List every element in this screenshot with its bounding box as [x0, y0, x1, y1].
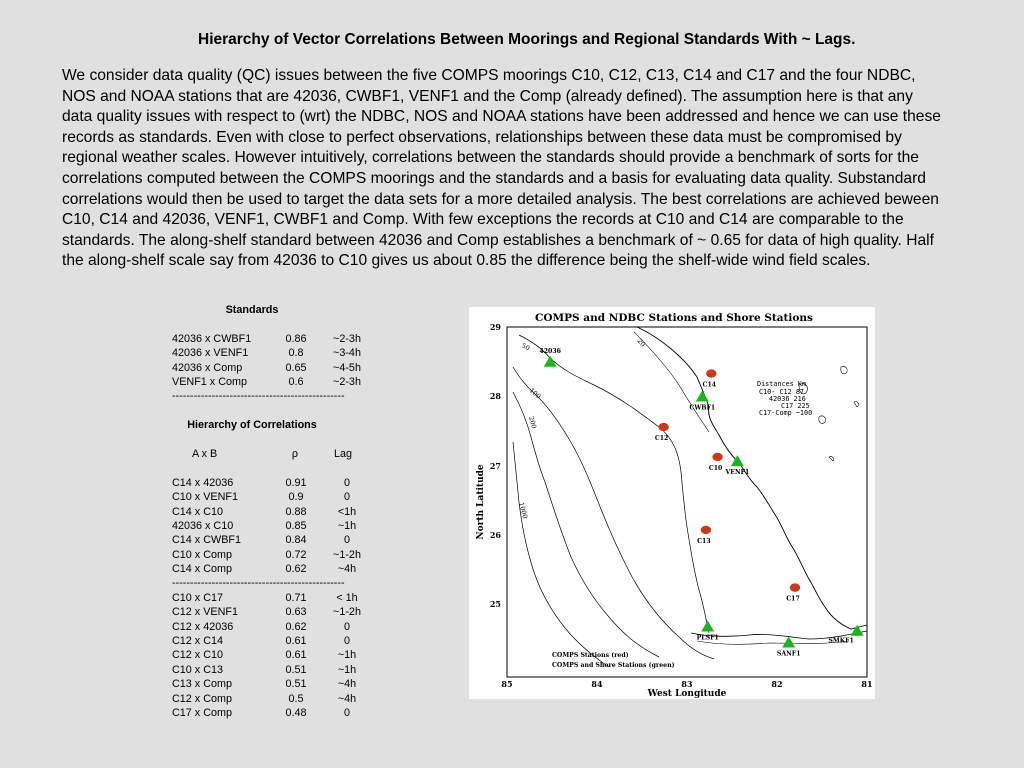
table-row: 42036 x VENF1 0.8 ~3-4h — [172, 347, 361, 360]
table-row: C10 x C13 0.51 ~1h — [172, 663, 357, 676]
table-row: C10 x VENF1 0.9 0 — [172, 491, 350, 504]
table-row: 42036 x CWBF1 0.86 ~2-3h — [172, 332, 361, 345]
distance-row: C10- C12 87 — [759, 388, 805, 396]
table-row: 42036 x Comp 0.65 ~4-5h — [172, 361, 361, 374]
divider: ------------------------------------------------ — [172, 577, 345, 590]
contour-label-50: 50 — [520, 341, 532, 353]
shore-station-marker — [696, 391, 709, 402]
hierarchy-table-1 — [172, 476, 372, 577]
contour-50 — [519, 335, 709, 633]
shore-station-label: PLSF1 — [696, 634, 719, 642]
distances-note — [757, 380, 812, 417]
correlation-stats — [172, 303, 372, 720]
comps-station-label: C14 — [702, 381, 717, 389]
table-row: 42036 x C10 0.85 ~1h — [172, 519, 357, 532]
contour-1000 — [513, 442, 609, 667]
y-tick-label: 28 — [489, 391, 501, 401]
contour-label-20: 20 — [635, 337, 647, 349]
table-row: C10 x C17 0.71 < 1h — [172, 591, 358, 604]
table-row: C12 x C14 0.61 0 — [172, 635, 350, 648]
coastline — [637, 327, 867, 629]
comps-station-marker — [706, 369, 716, 377]
contour-label-200: 200 — [527, 415, 539, 430]
x-tick-label: 81 — [861, 679, 873, 689]
shore-station-label: SANF1 — [776, 650, 801, 658]
legend-comps-red: COMPS Stations (red) — [552, 652, 629, 659]
x-axis-ticks — [501, 679, 872, 689]
contour-200 — [513, 392, 659, 657]
x-tick-label: 82 — [771, 679, 783, 689]
table-row: C13 x Comp 0.51 ~4h — [172, 678, 357, 691]
contour-label-1000: 1000 — [517, 501, 530, 520]
comps-station-label: C17 — [786, 595, 800, 603]
x-tick-label: 83 — [681, 679, 693, 689]
contour-100 — [513, 367, 714, 659]
y-tick-label: 26 — [489, 530, 501, 540]
contour-label-100: 100 — [527, 386, 543, 401]
table-row: C14 x CWBF1 0.84 0 — [172, 534, 350, 547]
shore-station-marker — [782, 637, 795, 648]
y-tick-label: 27 — [489, 461, 501, 471]
shore-station-label: SMKF1 — [828, 637, 854, 645]
table-row: C12 x 42036 0.62 0 — [172, 620, 350, 633]
map-title: COMPS and NDBC Stations and Shore Stations — [535, 312, 813, 324]
table-row: C14 x Comp 0.62 ~4h — [172, 563, 357, 576]
hierarchy-column-headers: A x B ρ Lag — [192, 447, 352, 460]
distance-row: C17 225 — [781, 402, 810, 410]
comps-station-label: C12 — [654, 435, 669, 443]
shore-station-label: CWBF1 — [689, 404, 716, 412]
comps-station-marker — [712, 453, 722, 461]
table-row: C12 x C10 0.61 ~1h — [172, 649, 357, 662]
legend-shore-green: COMPS and Shore Stations (green) — [552, 662, 675, 669]
y-tick-label: 29 — [489, 322, 501, 332]
x-tick-label: 85 — [501, 679, 513, 689]
intro-paragraph: We consider data quality (QC) issues between the five COMPS moorings C10, C12, C13, C14 and C17 and the four NDBC, NOS and NOAA stations that are 42036, CWBF1, VENF1 and the Comp (already defined). The assumption here is that any data quality issues with respect to (wrt) the NDBC, NOS and NOAA stations have been addressed and hence we can use these records as standards. Even with close to perfect observations, relationships between these data must be compromised by regional weather scales. However intuitively, correlations between the standards should provide a benchmark of sorts for the correlations computed between the COMPS moorings and the standards and a basis for evaluating data quality. Substandard correlations would then be used to target the data sets for a more detailed analysis. The best correlations are achieved beween C10, C14 and 42036, VENF1, CWBF1 and Comp. With few exceptions the records at C10 and C14 are comparable to the standards. The along-shelf standard between 42036 and Comp establishes a benchmark of ~ 0.65 for data of high quality. Half the along-shelf scale say from 42036 to C10 gives us about 0.85 the difference being the shelf-wide wind field scales. — [62, 67, 941, 270]
table-row: C14 x 42036 0.91 0 — [172, 476, 350, 489]
page-title: Hierarchy of Vector Correlations Between Moorings and Regional Standards With ~ Lags. — [198, 31, 856, 48]
x-tick-label: 84 — [591, 679, 603, 689]
standards-heading: Standards — [225, 304, 279, 316]
comps-station-marker — [701, 526, 711, 534]
table-row: C14 x C10 0.88 <1h — [172, 505, 357, 518]
station-markers — [539, 348, 863, 658]
table-row: C12 x Comp 0.5 ~4h — [172, 692, 357, 705]
standards-table — [172, 332, 372, 390]
hierarchy-table-2 — [172, 591, 372, 721]
comps-station-label: C13 — [697, 537, 711, 545]
table-row: C12 x VENF1 0.63 ~1-2h — [172, 606, 361, 619]
shore-station-marker — [544, 356, 557, 367]
station-map-svg — [469, 307, 875, 699]
distance-row: C17-Comp ~100 — [759, 409, 813, 417]
station-map — [469, 307, 875, 699]
map-frame — [507, 327, 867, 677]
x-axis-label: West Longitude — [647, 689, 727, 699]
table-row: C10 x Comp 0.72 ~1-2h — [172, 548, 361, 561]
keys-coast-lower — [697, 641, 849, 644]
comps-station-label: C10 — [708, 464, 723, 472]
table-row: VENF1 x Comp 0.6 ~2-3h — [172, 375, 361, 388]
y-tick-label: 25 — [489, 599, 501, 609]
distances-heading: Distances Km — [757, 380, 807, 388]
hierarchy-heading: Hierarchy of Correlations — [187, 419, 317, 432]
y-axis-label: North Latitude — [476, 464, 486, 540]
divider: ------------------------------------------------ — [172, 390, 345, 403]
y-axis-ticks — [490, 322, 502, 609]
comps-station-marker — [790, 583, 800, 591]
table-row: C17 x Comp 0.48 0 — [172, 706, 350, 719]
shore-station-marker — [701, 621, 714, 632]
distance-row: 42036 216 — [769, 395, 806, 403]
shore-station-label: 42036 — [539, 347, 561, 355]
shore-station-label: VENF1 — [725, 469, 750, 477]
comps-station-marker — [658, 423, 668, 431]
